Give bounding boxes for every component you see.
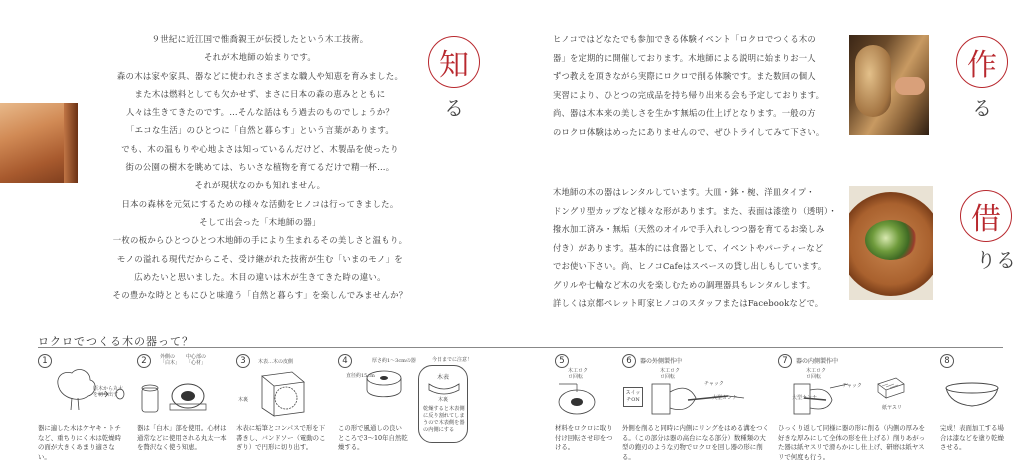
disc-blank-illustration bbox=[364, 366, 404, 406]
rent-line: でお使い下さい。尚、ヒノコCafeはスペースの貸し出しもしています。 bbox=[553, 261, 827, 271]
step-7-label-c: 大型カンナ bbox=[792, 395, 818, 401]
make-kanji-sub: る bbox=[972, 96, 992, 120]
make-kanji: 作 bbox=[956, 36, 1008, 88]
note-top-label: 木表 bbox=[436, 374, 449, 381]
rent-line: 撥水加工済み・無垢（天然のオイルで手入れしつつ器を育てるお楽しみ bbox=[553, 224, 825, 234]
intro-line: 街の公園の樹木を眺めては、ちいさな植物を育てるだけで精一杯…。 bbox=[125, 162, 395, 173]
rent-text bbox=[553, 183, 843, 313]
step-3-label-a: 木表…木の皮側 bbox=[258, 359, 294, 365]
step-3-number: 3 bbox=[236, 354, 250, 368]
make-line: のロクロ体験はめったにありませんので、ぜひトライしてみて下さい。 bbox=[553, 126, 825, 137]
intro-text bbox=[95, 30, 425, 304]
process-title: ロクロでつくる木の器って？ bbox=[38, 335, 194, 348]
step-8-number: 8 bbox=[940, 354, 954, 368]
make-line: 尚、器は木本来の美しさを生かす無垢の仕上げとなります。一般の方 bbox=[553, 108, 816, 118]
step-3-label-b: 木裏 bbox=[238, 397, 249, 403]
intro-line: モノの溢れる現代だからこそ、受け継がれた技術が生む「いまのモノ」を bbox=[117, 253, 403, 264]
rent-line: 木地師の木の器はレンタルしています。大皿・鉢・椀、洋皿タイプ・ bbox=[553, 187, 815, 197]
know-kanji-sub: る bbox=[444, 96, 464, 120]
step-4-note-label: 今日までに注意！ bbox=[432, 357, 473, 363]
intro-line: また木は燃料としても欠かせず、まさに日本の森の恵みとともに bbox=[134, 88, 386, 99]
step-3-desc: 木表に垢筆とコンパスで形を下書きし、バンドソー（電動のこぎり）で円形に切り出す。 bbox=[236, 424, 326, 451]
know-heading bbox=[428, 36, 480, 121]
intro-line: その豊かな時とともにひと味違う「自然と暮らす」を楽しんでみませんか？ bbox=[112, 290, 408, 301]
make-line: 実習により、ひとつの完成品を持ち帰り出来る会も予定しております。 bbox=[553, 89, 825, 100]
make-line: ずつ教えを頂きながら実際にロクロで削る体験です。また数回の個人 bbox=[553, 71, 816, 81]
switch-on-box: スイッチON bbox=[623, 387, 643, 407]
step-1-desc: 器に適した木はケヤキ・トチなど、重ちりにく木は乾燥時の面が大きくあまり適さない。 bbox=[38, 424, 122, 461]
outer-turning-illustration bbox=[648, 378, 758, 422]
step-6-number: 6 bbox=[622, 354, 636, 368]
lathe-photo bbox=[849, 35, 929, 135]
board-cut-illustration bbox=[258, 368, 308, 418]
step-1-number: 1 bbox=[38, 354, 52, 368]
make-line: ヒノコではどなたでも参加できる体験イベント「ロクロでつくる木の bbox=[553, 34, 816, 44]
make-text bbox=[553, 30, 843, 141]
step-6-label-b: チャック bbox=[704, 381, 724, 387]
step-4-number: 4 bbox=[338, 354, 352, 368]
step-7-label-b: チャック bbox=[842, 383, 862, 389]
rent-kanji: 借 bbox=[960, 190, 1012, 242]
step-2-number: 2 bbox=[137, 354, 151, 368]
step-5-number: 5 bbox=[555, 354, 569, 368]
step-6-desc: 外側を削ると同時に内側にリングをはめる溝をつくる。（この部分は器の高台になる部分）数種類の大型の鉋刃のような刃物でロクロを回し器の形に削る。 bbox=[622, 424, 769, 461]
intro-line: ９世紀に近江国で惟喬親王が伝授したという木工技術。 bbox=[151, 34, 369, 44]
intro-line: 広めたいと思いました。木目の違いは木が生きてきた時の違い。 bbox=[134, 271, 386, 282]
step-6-head: 器の外側製作中 bbox=[640, 358, 683, 365]
rent-line: グリルや七輪など木の火を楽しむための調理器具もレンタルします。 bbox=[553, 279, 816, 290]
intro-line: 一枚の板からひとつひとつ木地師の手により生まれるその美しさと温もり。 bbox=[112, 235, 408, 246]
step-1-label: 原木から丸太を切り出す bbox=[93, 386, 124, 398]
step-6-label-a: 木工ロクロ回転 bbox=[660, 368, 681, 380]
step-7-label-d: 紙ヤスリ bbox=[882, 405, 902, 411]
log-sections-illustration bbox=[140, 376, 225, 418]
intro-line: それが現状なのかも知れません。 bbox=[194, 180, 326, 191]
lathe-mount-illustration bbox=[555, 380, 600, 420]
finished-bowl-illustration bbox=[942, 380, 1002, 410]
wooden-board-photo bbox=[0, 103, 78, 183]
step-7-number: 7 bbox=[778, 354, 792, 368]
step-8-desc: 完成！表面加工する場合は漆などを塗り乾燥させる。 bbox=[940, 424, 1004, 451]
step-4-desc: この形で風通しの良いところで3〜10年自然乾燥する。 bbox=[338, 424, 408, 451]
rent-kanji-sub: りる bbox=[976, 248, 1016, 272]
rent-line: 付き）があります。基本的には食器として、イベントやパーティーなど bbox=[553, 242, 824, 253]
step-6-label-c: 大型カンナ bbox=[712, 395, 738, 401]
step-2-label-a: 外側の「白木」 bbox=[160, 354, 181, 366]
intro-line: 人々は生きてきたのです。…そんな話はもう過去のものでしょうか？ bbox=[125, 107, 395, 118]
sandpaper-block-illustration bbox=[876, 376, 906, 398]
intro-line: 日本の森林を元気にするための様々な活動をヒノコは行ってきました。 bbox=[121, 198, 399, 209]
make-heading bbox=[956, 36, 1008, 121]
step-4-label-a: 厚さ約1〜3cmの器 bbox=[372, 358, 416, 364]
note-text: 乾燥すると木表側に反り割れてしまうので木表側を器の内側にする bbox=[423, 406, 465, 433]
step-5-label: 木工ロクロ回転 bbox=[568, 368, 589, 380]
step-2-label-b: 中心部の「心材」 bbox=[186, 354, 207, 366]
intro-line: 「エコな生活」のひとつに「自然と暮らす」という言葉があります。 bbox=[125, 125, 395, 136]
step-4-note-box bbox=[418, 365, 468, 443]
warped-disc-illustration bbox=[427, 380, 461, 396]
note-bottom-label: 木裏 bbox=[437, 397, 448, 403]
step-2-desc: 器は「白木」部を使用。心材は通常などに使用される丸太一本を贅沢なく使う知恵。 bbox=[137, 424, 227, 451]
intro-line: それが木地師の始まりです。 bbox=[203, 52, 317, 63]
intro-line: そして出会った「木地師の器」 bbox=[199, 216, 321, 227]
intro-line: でも、木の温もりや心地よさは知っているんだけど、木製品を使ったり bbox=[121, 143, 399, 154]
step-7-head: 器の内側製作中 bbox=[796, 358, 839, 365]
rent-heading bbox=[956, 190, 1016, 273]
rent-line: ドングリ型カップなど様々な形があります。また、表面は漆塗り（透明）・ bbox=[553, 205, 837, 216]
step-7-desc: ひっくり返して同様に器の形に削る（内側の厚みを好きな厚みにして全体の形を仕上げる）削りあがった器は紙ヤスリで滑らかにし仕上げ、研磨は紙ヤスリで何度も行う。 bbox=[778, 424, 925, 461]
step-4-label-b: 直径約15cm bbox=[346, 373, 375, 379]
make-line: 器」を定期的に開催しております。木地師による説明に始まりお一人 bbox=[553, 52, 816, 63]
intro-line: 森の木は家や家具、器などに使われさまざまな職人や知恵を育みました。 bbox=[116, 70, 404, 81]
know-kanji: 知 bbox=[428, 36, 480, 88]
process-divider bbox=[38, 347, 1003, 348]
step-7-label-a: 木工ロクロ回転 bbox=[806, 368, 827, 380]
bowl-salad-photo bbox=[849, 186, 933, 300]
step-5-desc: 材料をロクロに取り付け回転させ印をつける。 bbox=[555, 424, 613, 451]
rent-line: 詳しくは京都ペレット町家ヒノコのスタッフまたはFacebookなどで。 bbox=[553, 298, 824, 308]
